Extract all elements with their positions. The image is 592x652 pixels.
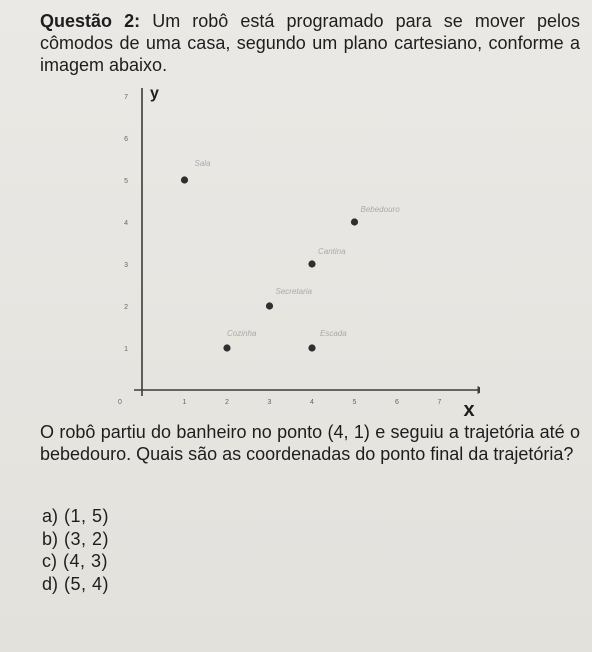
x-tick-label: 7 [437,399,442,406]
y-tick-label: 6 [124,136,128,143]
y-tick-label: 4 [124,220,128,227]
option-value: (3, 2) [64,528,110,549]
question-prompt: O robô partiu do banheiro no ponto (4, 1) e seguiu a trajetória até o bebedouro. Quais são as coordenadas do ponto final da trajetória? [40,422,580,464]
answer-option[interactable] [42,505,109,528]
answer-option[interactable] [42,550,109,573]
data-point [308,260,315,267]
cartesian-plane-chart [80,82,480,418]
answer-options [42,505,109,595]
y-axis-label: y [150,85,159,102]
x-axis-arrow [478,386,481,394]
option-value: (5, 4) [64,573,110,594]
option-value: (4, 3) [63,551,109,572]
point-label: Cozinha [227,329,257,338]
option-letter: c) [42,551,57,572]
x-tick-label: 6 [395,399,399,406]
answer-option[interactable] [42,528,109,551]
data-point [351,218,358,225]
x-axis-label: x [463,399,475,418]
x-tick-label: 4 [310,399,314,406]
x-tick-label: 3 [267,399,272,406]
data-point [308,344,315,351]
question-intro [40,10,580,76]
x-tick-label: 5 [352,399,357,406]
point-label: Secretaria [275,287,312,296]
point-label: Bebedouro [360,205,400,214]
x-tick-label: 0 [118,399,122,406]
option-letter: a) [42,506,59,526]
y-tick-label: 2 [124,304,128,311]
option-letter: d) [42,573,59,594]
point-label: Sala [194,159,211,168]
data-point [266,302,273,309]
point-label: Escada [320,329,347,338]
question-intro-text: Um robô está programado para se mover pelos cômodos de uma casa, segundo um plano cartesiano, conforme a imagem abaixo. [40,11,580,75]
y-tick-label: 5 [124,178,128,185]
x-tick-label: 2 [225,399,229,406]
y-tick-label: 7 [124,94,128,101]
answer-option[interactable] [42,573,109,596]
option-value: (1, 5) [64,506,110,526]
question-label: Questão 2: [40,11,141,31]
data-point [223,344,230,351]
x-tick-label: 1 [182,399,187,406]
data-point [181,176,188,183]
y-tick-label: 1 [124,346,128,353]
y-tick-label: 3 [124,262,128,269]
option-letter: b) [42,528,59,549]
point-label: Cantina [318,247,346,256]
